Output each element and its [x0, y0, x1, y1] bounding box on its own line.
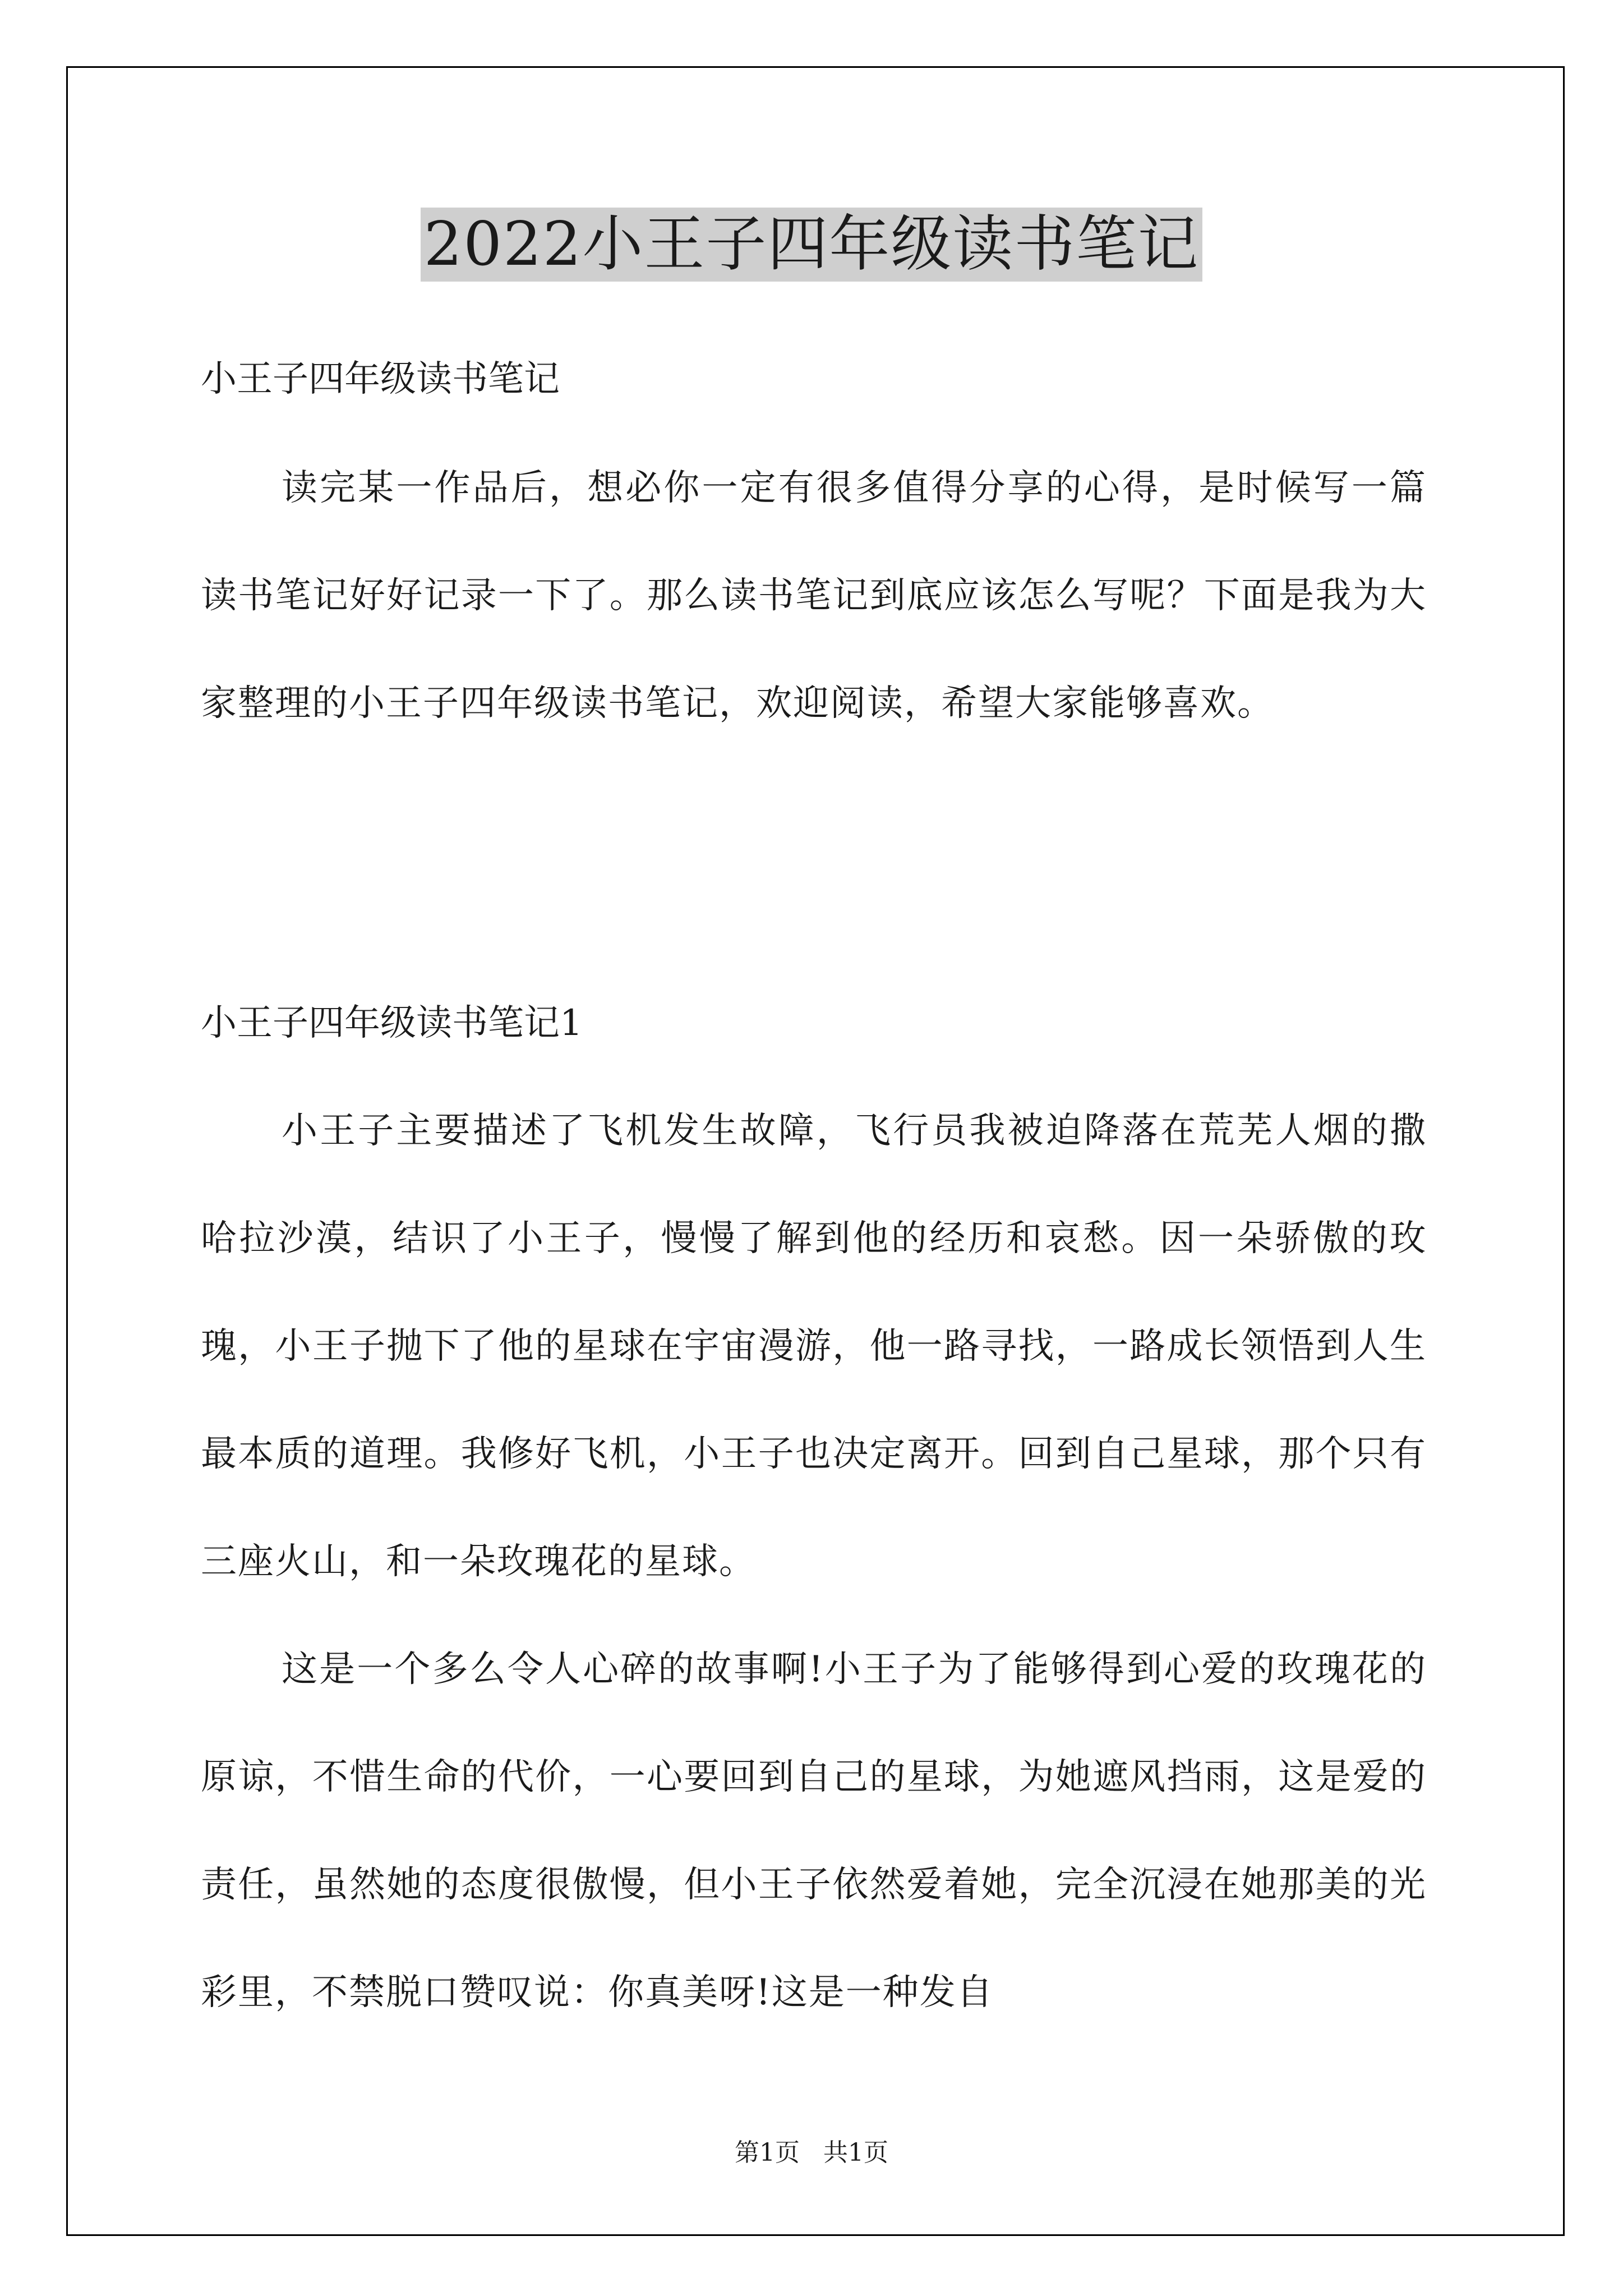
document-title: 2022小王子四年级读书笔记	[421, 208, 1203, 282]
section-heading-1: 小王子四年级读书笔记1	[201, 1002, 583, 1044]
section1-paragraph-1: 小王子主要描述了飞机发生故障，飞行员我被迫降落在荒芜人烟的撒哈拉沙漠，结识了小王子，慢慢了解到他的经历和哀愁。因一朵骄傲的玫瑰，小王子抛下了他的星球在宇宙漫游，他一路寻找，一路成长领悟到人生最本质的道理。我修好飞机，小王子也决定离开。回到自己星球，那个只有三座火山，和一朵玫瑰花的星球。	[201, 1110, 1427, 1582]
page-footer: 第1页 共1页	[735, 2138, 888, 2167]
title-container	[0, 208, 1623, 282]
intro-paragraph: 读完某一作品后，想必你一定有很多值得分享的心得，是时候写一篇读书笔记好好记录一下了。那么读书笔记到底应该怎么写呢？下面是我为大家整理的小王子四年级读书笔记，欢迎阅读，希望大家能够喜欢。	[201, 467, 1427, 724]
intro-heading: 小王子四年级读书笔记	[201, 358, 560, 400]
section1-paragraph-2: 这是一个多么令人心碎的故事啊!小王子为了能够得到心爱的玫瑰花的原谅，不惜生命的代价，一心要回到自己的星球，为她遮风挡雨，这是爱的责任，虽然她的态度很傲慢，但小王子依然爱着她，完全沉浸在她那美的光彩里，不禁脱口赞叹说：你真美呀!这是一种发自	[201, 1649, 1427, 2013]
